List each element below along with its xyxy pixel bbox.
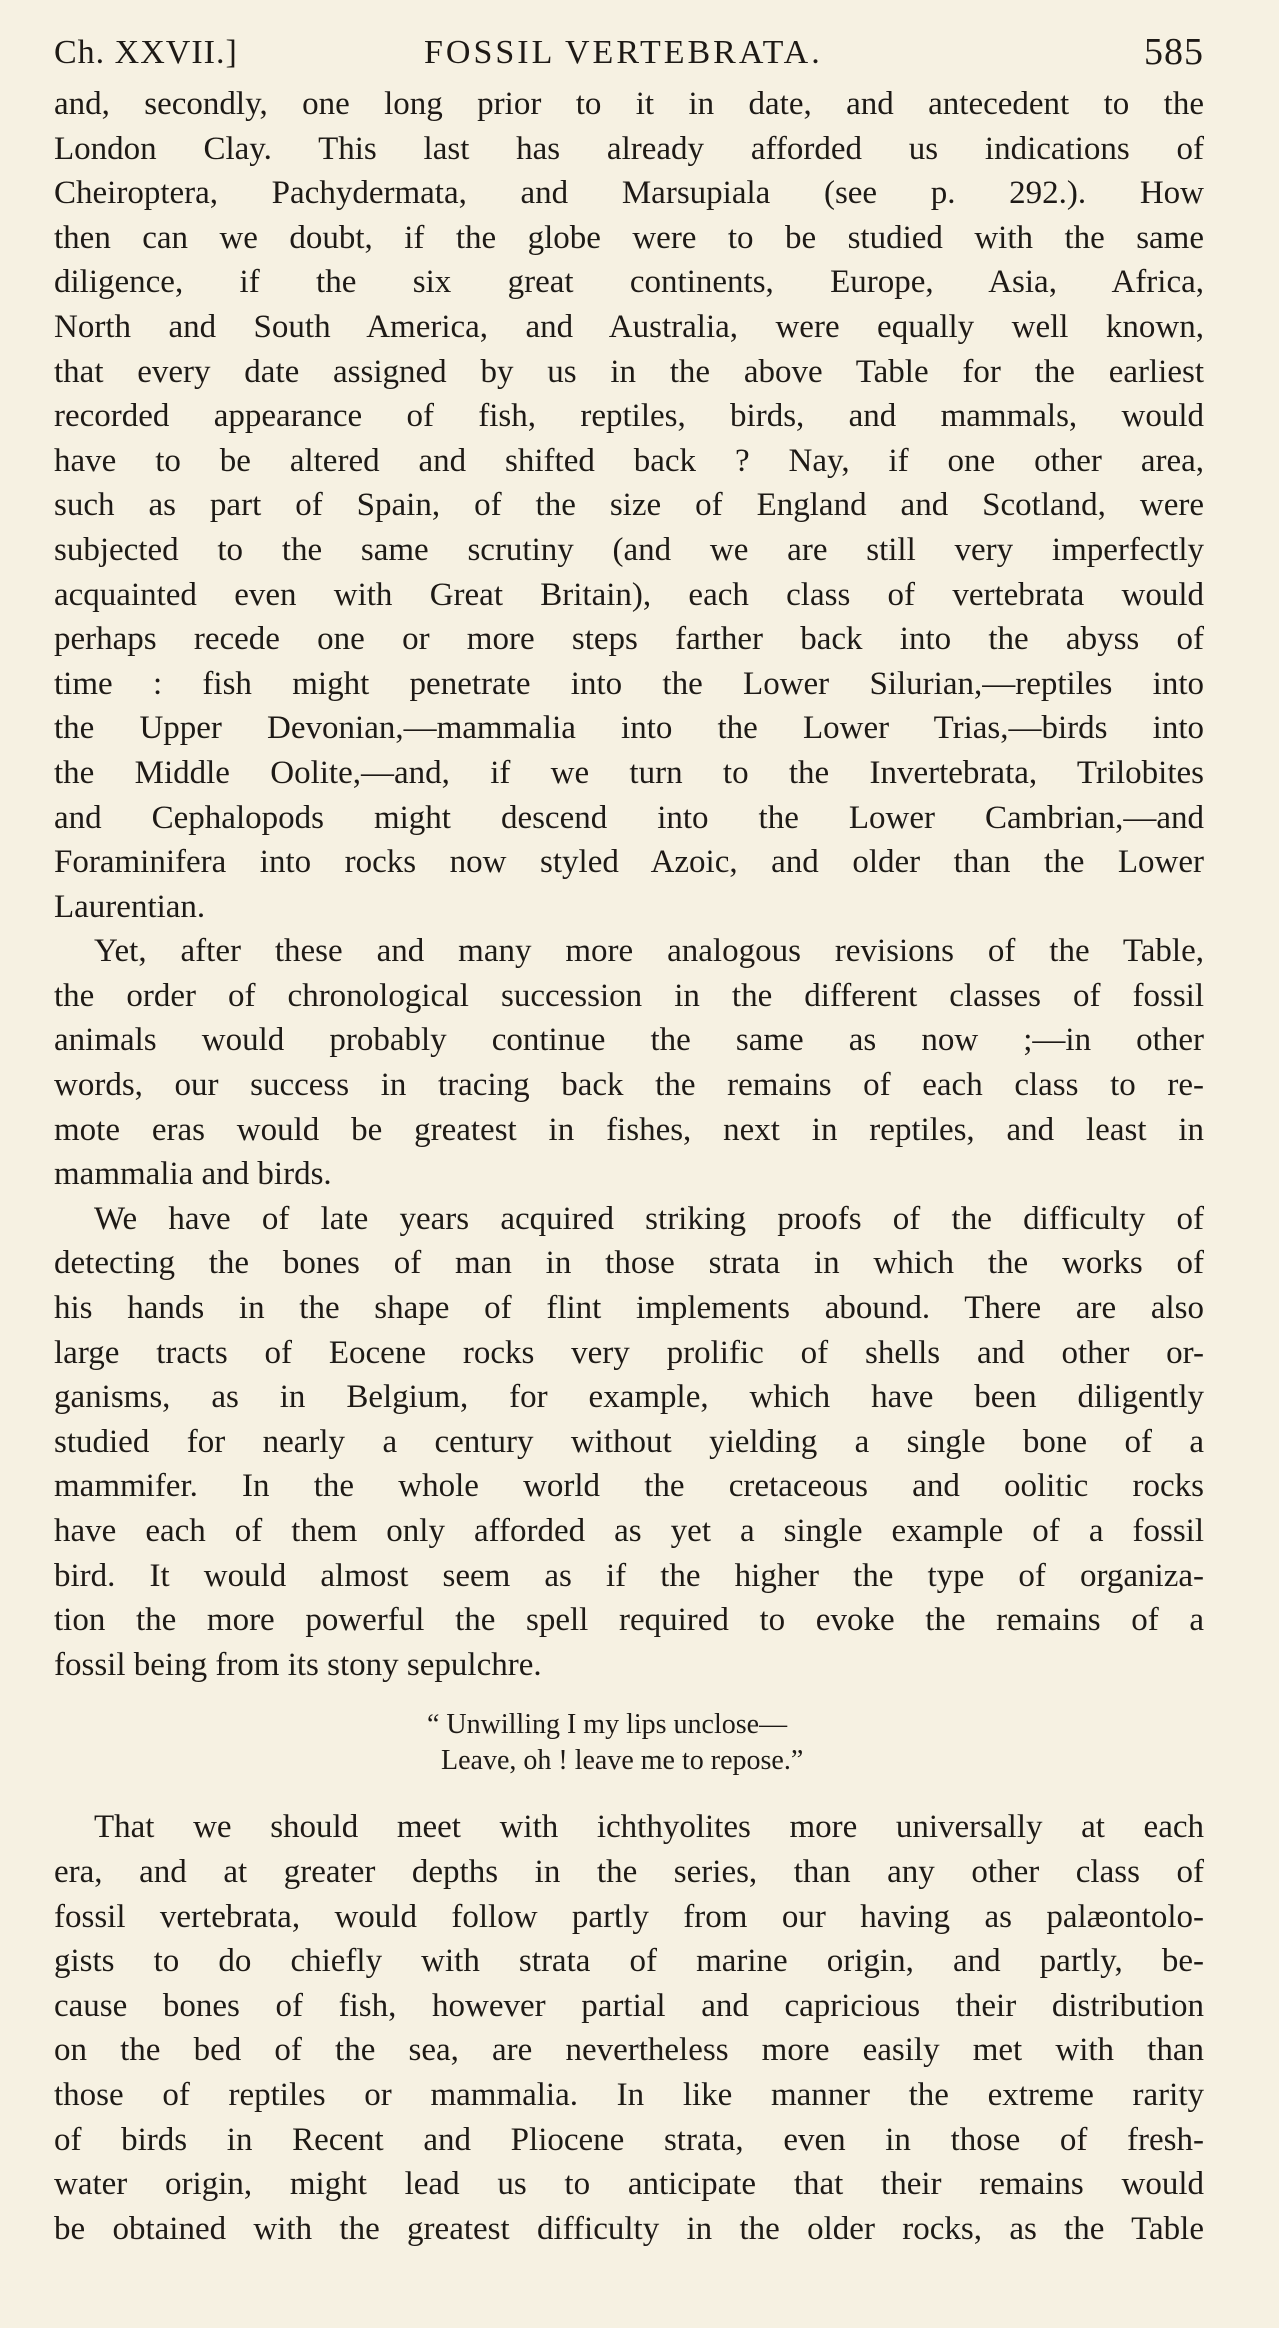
text-line: animals would probably continue the same as now ;—in other (54, 1022, 1204, 1059)
text-line: fossil vertebrata, would follow partly from our having as palæontolo- (54, 1898, 1204, 1935)
text-line: mammifer. In the whole world the cretaceous and oolitic rocks (54, 1468, 1204, 1505)
text-line: then can we doubt, if the globe were to be studied with the same (54, 219, 1204, 256)
text-line: water origin, might lead us to anticipate that their remains would (54, 2166, 1204, 2203)
quote-line: “ Unwilling I my lips unclose— (427, 1709, 788, 1741)
text-line: and, secondly, one long prior to it in date, and antecedent to the (54, 86, 1204, 122)
text-line: of birds in Recent and Pliocene strata, even in those of fresh- (54, 2121, 1204, 2158)
paragraph-3 (54, 1197, 1204, 1688)
text-line: be obtained with the greatest difficulty in the older rocks, as the Table (54, 2210, 1204, 2247)
text-line: his hands in the shape of flint implements abound. There are also (54, 1290, 1204, 1327)
text-line: the order of chronological succession in the different classes of fossil (54, 977, 1204, 1014)
text-line: have each of them only afforded as yet a single example of a fossil (54, 1513, 1204, 1549)
text-line: such as part of Spain, of the size of England and Scotland, were (54, 487, 1204, 524)
text-line: cause bones of fish, however partial and capricious their distribution (54, 1987, 1204, 2024)
running-head (54, 30, 1204, 82)
text-line: words, our success in tracing back the remains of each class to re- (54, 1067, 1204, 1104)
text-line: that every date assigned by us in the above Table for the earliest (54, 353, 1204, 390)
quote-line: Leave, oh ! leave me to repose.” (441, 1745, 804, 1777)
page-number: 585 (1144, 31, 1204, 73)
page (54, 30, 1204, 2251)
text-line: on the bed of the sea, are nevertheless more easily met with than (54, 2032, 1204, 2069)
text-line: time : fish might penetrate into the Lower Silurian,—reptiles into (54, 665, 1204, 702)
text-line: recorded appearance of fish, reptiles, birds, and mammals, would (54, 398, 1204, 435)
chapter-label: Ch. XXVII.] (54, 34, 238, 71)
text-line: tion the more powerful the spell required to evoke the remains of a (54, 1602, 1204, 1639)
text-line: those of reptiles or mammalia. In like manner the extreme rarity (54, 2076, 1204, 2113)
text-line: acquainted even with Great Britain), each class of vertebrata would (54, 576, 1204, 613)
text-line: mammalia and birds. (54, 1156, 332, 1193)
text-line: the Upper Devonian,—mammalia into the Lower Trias,—birds into (54, 710, 1204, 747)
text-line: have to be altered and shifted back ? Nay, if one other area, (54, 442, 1204, 479)
running-title: FOSSIL VERTEBRATA. (424, 34, 823, 71)
verse-quote (427, 1707, 1204, 1779)
text-line: Cheiroptera, Pachydermata, and Marsupiala (see p. 292.). How (54, 175, 1204, 212)
paragraph-4 (54, 1805, 1204, 2251)
text-line: gists to do chiefly with strata of marine origin, and partly, be- (54, 1943, 1204, 1980)
text-line: era, and at greater depths in the series, than any other class of (54, 1853, 1204, 1890)
text-line: Laurentian. (54, 888, 206, 925)
text-line: North and South America, and Australia, were equally well known, (54, 308, 1204, 345)
text-line: bird. It would almost seem as if the higher the type of organiza- (54, 1557, 1204, 1594)
text-line: Yet, after these and many more analogous revisions of the Table, (94, 933, 1204, 970)
text-line: That we should meet with ichthyolites more universally at each (94, 1809, 1204, 1846)
text-line: fossil being from its stony sepulchre. (54, 1646, 542, 1683)
text-line: and Cephalopods might descend into the Lower Cambrian,—and (54, 799, 1204, 836)
text-line: London Clay. This last has already afforded us indications of (54, 130, 1204, 167)
text-line: subjected to the same scrutiny (and we are still very imperfectly (54, 531, 1204, 568)
text-line: the Middle Oolite,—and, if we turn to the Invertebrata, Trilobites (54, 754, 1204, 791)
text-line: diligence, if the six great continents, Europe, Asia, Africa, (54, 264, 1204, 301)
paragraph-1 (54, 82, 1204, 929)
text-line: studied for nearly a century without yielding a single bone of a (54, 1423, 1204, 1460)
text-line: ganisms, as in Belgium, for example, which have been diligently (54, 1379, 1204, 1416)
text-line: large tracts of Eocene rocks very prolific of shells and other or- (54, 1334, 1204, 1371)
text-line: We have of late years acquired striking proofs of the difficulty of (94, 1200, 1204, 1237)
text-line: detecting the bones of man in those strata in which the works of (54, 1245, 1204, 1282)
text-line: Foraminifera into rocks now styled Azoic, and older than the Lower (54, 844, 1204, 881)
text-line: perhaps recede one or more steps farther back into the abyss of (54, 621, 1204, 658)
text-line: mote eras would be greatest in fishes, next in reptiles, and least in (54, 1111, 1204, 1148)
paragraph-2 (54, 929, 1204, 1197)
